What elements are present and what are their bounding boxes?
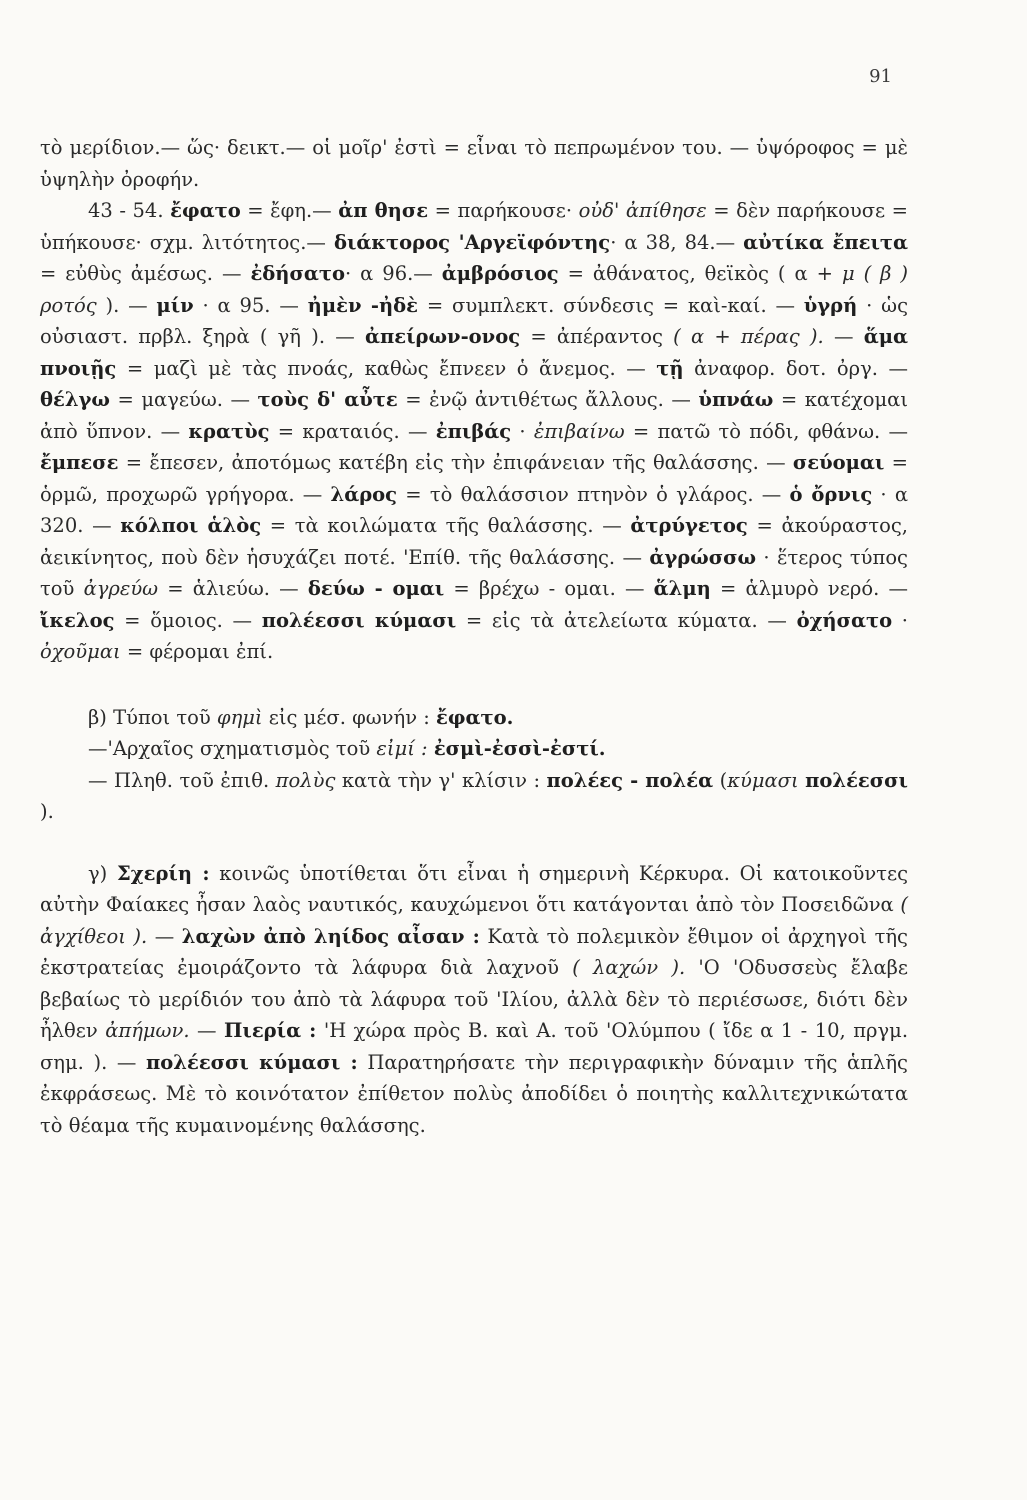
gloss: = μαζὶ μὲ τὰς πνοάς, καθὼς ἔπνεεν ὁ ἄνεμος. —: [116, 356, 657, 380]
gloss: · α 38, 84.—: [610, 230, 744, 254]
headword: ἀπ θησε: [338, 199, 429, 222]
italic-term: κύμασι: [727, 768, 799, 792]
gloss: = δὲν παρήκουσε = ὑπήκουσε· σχμ. λιτότητος.—: [40, 199, 909, 254]
italic-term: ( α + πέρας ).: [673, 325, 824, 348]
grammar-text: ).: [40, 800, 54, 823]
grammar-text: κατὰ τὴν γ' κλίσιν :: [335, 768, 547, 792]
headword: ἔφατο: [170, 199, 241, 222]
gloss: · α 320. —: [40, 482, 909, 537]
headword: πολέεσσι κύμασι :: [146, 1050, 358, 1074]
headword: σεύομαι: [792, 451, 885, 474]
gloss: = ἔφη.—: [240, 199, 339, 222]
commentary-text: γ): [88, 861, 117, 885]
headword: ὑγρή: [803, 293, 858, 317]
commentary-text: Παρατηρήσατε τὴν περιγραφικὴν δύναμιν τῆς ἁπλῆς ἐκφράσεως. Μὲ τὸ κοινότατον ἐπίθετον πολὺς ἀποδίδει ὁ ποιητὴς καλλιτεχνικώτατα τὸ θέαμα τῆς κυμαινομένης θαλάσσης.: [40, 1050, 908, 1137]
headword: αὐτίκα ἔπειτα: [743, 230, 909, 254]
headword: πολέεσσι: [805, 768, 908, 792]
gloss: ἀναφορ. δοτ. ὀργ. —: [683, 356, 908, 380]
gloss: = ἀπέραντος: [520, 325, 674, 348]
italic-term: εἰμί :: [376, 737, 428, 760]
body-text: [40, 132, 908, 1141]
headword: ἐσμὶ-ἐσσὶ-ἐστί.: [433, 737, 606, 760]
glossary-intro: [40, 132, 908, 195]
gloss: = τὰ κοιλώματα τῆς θαλάσσης. —: [261, 514, 631, 537]
headword: ἅλμη: [653, 577, 711, 600]
italic-term: ὀχοῦμαι: [40, 640, 121, 663]
italic-term: πολὺς: [275, 768, 336, 792]
headword: ὀχήσατο: [796, 608, 893, 632]
gloss: = μαγεύω. —: [109, 388, 258, 411]
commentary-c: [40, 858, 908, 1142]
commentary-text: 'Ο 'Οδυσσεὺς ἔλαβε βεβαίως τὸ μερίδιόν του ἀπὸ τὰ λάφυρα τοῦ 'Ιλίου, ἀλλὰ δὲν τὸ περιέσωσε, διότι δὲν ἦλθεν: [40, 956, 908, 1042]
gloss: · ὡς οὐσιαστ. πρβλ. ξηρὰ ( γῆ ). —: [40, 293, 909, 348]
headword: δεύω - ομαι: [307, 577, 445, 600]
gloss: ). —: [96, 293, 157, 317]
headword: πολέεσσι κύμασι: [261, 608, 457, 632]
gloss: = βρέχω - ομαι. —: [444, 577, 654, 600]
gloss: ·: [892, 608, 908, 632]
headword: Πιερία :: [223, 1019, 317, 1042]
headword: ἀτρύγετος: [630, 514, 748, 537]
headword: διάκτορος 'Αργεϊφόντης: [333, 230, 611, 254]
gloss: = ὁρμῶ, προχωρῶ γρήγορα. —: [40, 451, 908, 506]
gloss: = τὸ θαλάσσιον πτηνὸν ὁ γλάρος. —: [397, 482, 790, 506]
gloss: = ἀθάνατος, θεϊκὸς ( α +: [558, 262, 842, 285]
headword: κρατὺς: [188, 419, 270, 443]
headword: ἐπιβάς: [435, 419, 512, 443]
gloss: = πατῶ τὸ πόδι, φθάνω. —: [624, 419, 908, 443]
commentary-text: —: [147, 924, 182, 948]
gloss: = ἀκούραστος, ἀεικίνητος, ποὺ δὲν ἡσυχάζει ποτέ. 'Επίθ. τῆς θαλάσσης. —: [40, 514, 908, 569]
headword: ἔμπεσε: [40, 451, 119, 474]
glossary-line-1: τὸ μερίδιον.— ὥς· δεικτ.— οἱ μοῖρ' ἐστὶ = εἶναι τὸ πεπρωμένον του. — ὑψόροφος = μὲ ὑψηλὴν ὀροφήν.: [40, 136, 908, 191]
headword: πολέες - πολέα: [546, 768, 714, 792]
gloss: · α 95. —: [193, 293, 308, 317]
gloss: = κραταιός. —: [269, 419, 436, 443]
headword: ἐδήσατο: [250, 262, 345, 285]
gloss: · α 96.—: [345, 262, 442, 285]
headword: τοὺς δ' αὖτε: [257, 388, 398, 411]
grammar-text: — Πληθ. τοῦ ἐπιθ.: [88, 768, 276, 792]
gloss: = παρήκουσε·: [428, 199, 579, 222]
page-number: 91: [869, 66, 892, 87]
italic-term: φημὶ: [216, 705, 263, 729]
gloss: ·: [511, 419, 534, 443]
italic-term: μ ( β ) ροτός: [40, 262, 908, 317]
section-range: 43 - 54.: [88, 199, 171, 222]
headword: μίν: [156, 293, 194, 317]
italic-term: οὐδ' ἀπίθησε: [578, 199, 707, 222]
gloss: = ἔπεσεν, ἀποτόμως κατέβη εἰς τὴν ἐπιφάνειαν τῆς θαλάσσης. —: [118, 451, 793, 474]
headword: ἀπείρων-ονος: [364, 325, 521, 348]
italic-term: ( λαχών ).: [572, 956, 686, 979]
grammar-text: (: [713, 768, 728, 792]
gloss: = ὅμοιος. —: [114, 608, 262, 632]
headword: ἀμβρόσιος: [441, 262, 559, 285]
commentary-text: 'Η χώρα πρὸς Β. καὶ Α. τοῦ 'Ολύμπου ( ἴδε α 1 - 10, πργμ. σημ. ). —: [40, 1019, 909, 1074]
italic-term: ἐπιβαίνω: [533, 419, 625, 443]
headword: ἴκελος: [40, 608, 115, 632]
grammar-text: εἰς μέσ. φωνήν :: [262, 705, 437, 729]
gloss: = εἰς τὰ ἀτελείωτα κύματα. —: [456, 608, 797, 632]
headword: τῇ: [656, 356, 684, 380]
headword: λάρος: [330, 482, 398, 506]
gloss: = φέρομαι ἐπί.: [120, 640, 274, 663]
headword: Σχερίη :: [117, 861, 210, 885]
commentary-text: Κατὰ τὸ πολεμικὸν ἔθιμον οἱ ἀρχηγοὶ τῆς ἐκστρατείας ἐμοιράζοντο τὰ λάφυρα διὰ λαχνοῦ: [40, 924, 908, 979]
headword: ὁ ὄρνις: [789, 482, 873, 506]
gloss: = συμπλεκτ. σύνδεσις = καὶ-καί. —: [418, 293, 804, 317]
grammar-note-archaic: [40, 733, 908, 765]
headword: ἔφατο.: [436, 705, 514, 729]
gloss: · ἕτερος τύπος τοῦ: [40, 545, 908, 600]
headword: κόλποι ἁλὸς: [120, 514, 262, 537]
gloss: = εὐθὺς ἀμέσως. —: [40, 262, 251, 285]
gloss: = ἁλιεύω. —: [158, 577, 308, 600]
gloss: = ἁλμυρὸ νερό. —: [710, 577, 908, 600]
headword: ἠμὲν -ἠδὲ: [307, 293, 419, 317]
commentary-text: —: [189, 1019, 224, 1042]
gloss: = κατέχομαι ἀπὸ ὕπνον. —: [40, 388, 908, 443]
headword: ὑπνάω: [698, 388, 774, 411]
grammar-note-b: [40, 702, 908, 734]
headword: θέλγω: [40, 388, 110, 411]
grammar-note-plural: [40, 765, 908, 828]
italic-term: ἀπήμων.: [105, 1019, 190, 1042]
gloss: = ἐνῷ ἀντιθέτως ἄλλους. —: [397, 388, 699, 411]
headword: ἀγρώσσω: [649, 545, 757, 569]
headword: λαχὼν ἀπὸ ληίδος αἶσαν :: [181, 924, 480, 948]
headword: ἅμα πνοιῇς: [40, 325, 908, 380]
italic-term: ( ἀγχίθεοι ).: [40, 893, 908, 948]
grammar-text: —'Αρχαῖος σχηματισμὸς τοῦ: [88, 737, 377, 760]
italic-term: ἀγρεύω: [83, 577, 159, 600]
commentary-text: κοινῶς ὑποτίθεται ὅτι εἶναι ἡ σημερινὴ Κέρκυρα. Οἱ κατοικοῦντες αὐτὴν Φαίακες ἦσαν λαὸς ναυτικός, καυχώμενοι ὅτι κατάγονται ἀπὸ τὸν Ποσειδῶνα: [40, 861, 908, 916]
grammar-text: β) Τύποι τοῦ: [88, 705, 217, 729]
glossary-section-43-54: [40, 195, 908, 668]
gloss: —: [823, 325, 864, 348]
